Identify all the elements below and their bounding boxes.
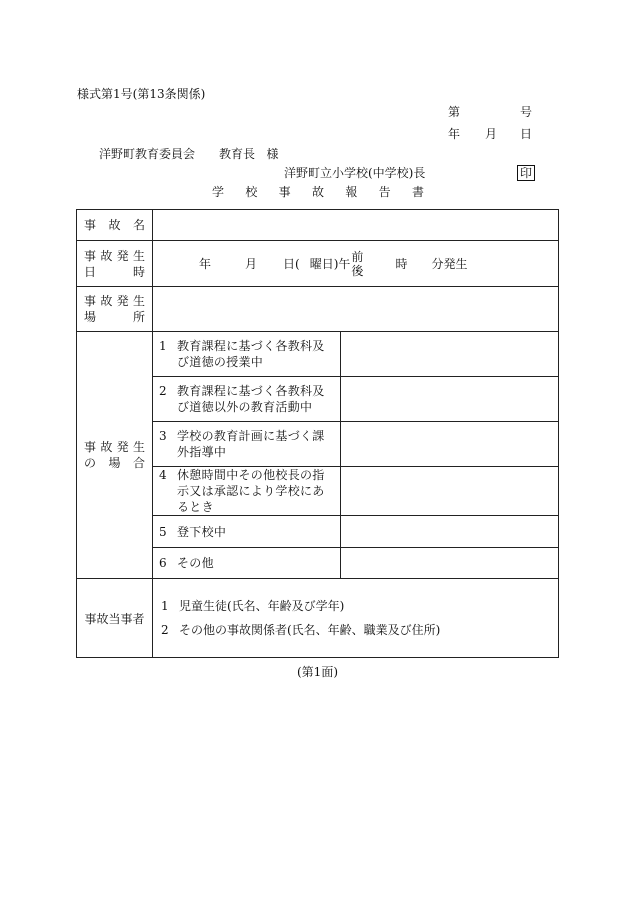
- dt-weekday: 曜日): [309, 257, 339, 271]
- title-char: 故: [311, 185, 324, 199]
- doc-number-suffix: 号: [520, 105, 533, 119]
- label-char: 名: [132, 218, 145, 232]
- item-text: その他の事故関係者(氏名、年齢、職業及び住所): [179, 623, 441, 637]
- label-persons-involved: [77, 579, 153, 658]
- field-persons-involved[interactable]: [153, 579, 559, 658]
- item-number: 4: [159, 468, 167, 482]
- row-situation-1: [77, 332, 559, 377]
- label-char: 場: [108, 456, 121, 470]
- row-incident-name: [77, 210, 559, 241]
- item-text: 学校の教育計画に基づく課外指導中: [177, 429, 325, 459]
- person-item: [153, 622, 558, 638]
- title-char: 告: [378, 185, 391, 199]
- addressee-title: 教育長: [219, 147, 256, 161]
- situation-item: [153, 548, 341, 579]
- item-number: 1: [161, 599, 169, 613]
- situation-entry-field[interactable]: [341, 332, 559, 377]
- situation-item: [153, 332, 341, 377]
- addressee: [99, 148, 279, 160]
- situation-entry-field[interactable]: [341, 548, 559, 579]
- page-footer: (第1面): [297, 665, 338, 679]
- row-persons-involved: [77, 579, 559, 658]
- item-number: 3: [159, 429, 167, 443]
- label-incident-place: [77, 287, 153, 332]
- label-char: 故: [100, 440, 113, 454]
- dt-ampm: [351, 250, 363, 278]
- label-incident-situation: [77, 332, 153, 579]
- addressee-board: 洋野町教育委員会: [99, 147, 196, 161]
- title-char: 書: [411, 185, 424, 199]
- dt-am: 前: [351, 249, 364, 264]
- field-incident-place[interactable]: [153, 287, 559, 332]
- document-title: [212, 186, 424, 198]
- field-incident-name[interactable]: [153, 210, 559, 241]
- label-char: 事: [84, 440, 97, 454]
- title-char: 校: [245, 185, 258, 199]
- item-text: 教育課程に基づく各教科及び道徳の授業中: [177, 339, 325, 369]
- situation-item: [153, 467, 341, 516]
- item-text: 休憩時間中その他校長の指示又は承認により学校にあるとき: [177, 468, 325, 514]
- title-char: 報: [345, 185, 358, 199]
- label-char: 日: [84, 264, 97, 279]
- date-day: 日: [520, 127, 533, 141]
- situation-entry-field[interactable]: [341, 377, 559, 422]
- label-char: 生: [132, 294, 145, 308]
- label-char: 場: [84, 310, 97, 324]
- item-text: 登下校中: [177, 524, 227, 539]
- situation-entry-field[interactable]: [341, 516, 559, 548]
- situation-item: [153, 377, 341, 422]
- label-char: 事: [84, 218, 97, 232]
- date-year: 年: [448, 127, 461, 141]
- seal-stamp-box: 印: [517, 165, 535, 181]
- field-incident-datetime[interactable]: [153, 241, 559, 287]
- item-text: その他: [177, 556, 214, 570]
- dt-hour: 時: [395, 257, 408, 271]
- label-char: 生: [132, 440, 145, 454]
- label-char: 事: [84, 294, 97, 308]
- item-text: 教育課程に基づく各教科及び道徳以外の教育活動中: [177, 384, 325, 414]
- date-month: 月: [485, 127, 498, 141]
- item-number: 1: [159, 339, 167, 353]
- situation-entry-field[interactable]: [341, 467, 559, 516]
- label-char: 時: [132, 264, 145, 279]
- addressee-honorific: 様: [266, 147, 279, 161]
- label-char: 事: [84, 248, 97, 263]
- label-char: 故: [100, 248, 113, 263]
- label-char: 発: [116, 248, 129, 263]
- dt-month: 月: [245, 257, 258, 271]
- dt-year: 年: [199, 257, 212, 271]
- situation-item: [153, 516, 341, 548]
- label-char: 故: [100, 294, 113, 308]
- report-table: [76, 209, 559, 658]
- dt-pm: 後: [351, 263, 364, 278]
- item-number: 2: [161, 623, 169, 637]
- label-char: 故: [108, 218, 121, 232]
- form-number: 様式第1号(第13条関係): [77, 87, 206, 101]
- label-incident-name: [77, 210, 153, 241]
- label-char: 発: [116, 440, 129, 454]
- item-number: 5: [159, 524, 167, 539]
- row-incident-datetime: [77, 241, 559, 287]
- label-char: 生: [132, 248, 145, 263]
- situation-item: [153, 422, 341, 467]
- sender: 洋野町立小学校(中学校)長: [284, 166, 426, 180]
- dt-minute: 分発生: [431, 257, 468, 271]
- label-char: 発: [116, 294, 129, 308]
- label-char: 所: [132, 310, 145, 324]
- person-item: [153, 598, 558, 614]
- item-number: 2: [159, 384, 167, 398]
- row-incident-place: [77, 287, 559, 332]
- label-char: の: [84, 456, 97, 470]
- situation-entry-field[interactable]: [341, 422, 559, 467]
- label-char: 合: [132, 456, 145, 470]
- item-text: 児童生徒(氏名、年齢及び学年): [179, 599, 345, 613]
- dt-day: 日(: [283, 257, 300, 271]
- title-char: 事: [278, 185, 291, 199]
- item-number: 6: [159, 556, 167, 570]
- title-char: 学: [212, 185, 225, 199]
- label-incident-datetime: [77, 241, 153, 287]
- doc-number-label: 第: [448, 105, 461, 119]
- label-text: 事故当事者: [84, 611, 145, 626]
- dt-noon-prefix: 午: [338, 257, 351, 271]
